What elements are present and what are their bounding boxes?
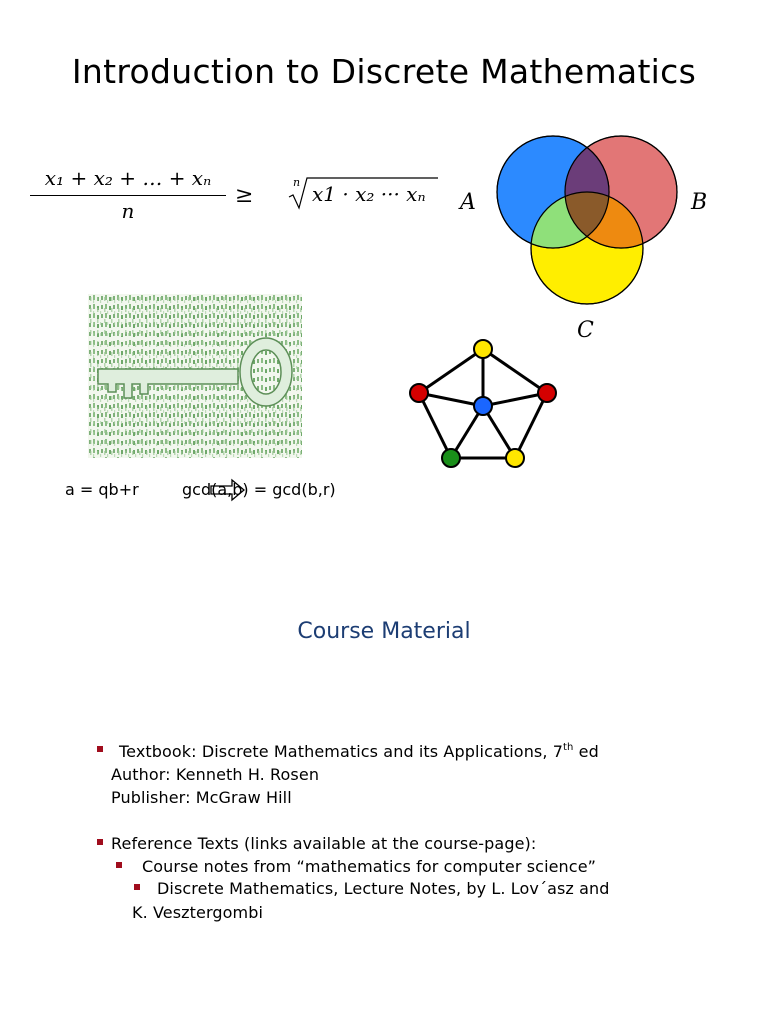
gcd-statement bbox=[65, 478, 385, 502]
graph-node-bottom-right bbox=[506, 449, 524, 467]
bullet-icon bbox=[134, 884, 140, 890]
key-icon bbox=[88, 294, 302, 458]
bullet-icon bbox=[97, 746, 103, 752]
edition-suffix: ed bbox=[573, 742, 599, 761]
amgm-formula bbox=[30, 165, 426, 230]
reference-item-course-notes: Course notes from “mathematics for computer science” bbox=[142, 857, 597, 876]
formula-numerator: x₁ + x₂ + … + xₙ bbox=[44, 166, 212, 190]
section-heading-text: Course Material bbox=[297, 619, 471, 644]
graph-coloring-diagram bbox=[400, 335, 570, 470]
graph-node-right bbox=[538, 384, 556, 402]
graph-edge bbox=[419, 349, 483, 393]
slide-title: Introduction to Discrete Mathematics bbox=[71, 52, 697, 91]
textbook-title: Textbook: Discrete Mathematics and its Applications, 7 bbox=[119, 742, 564, 761]
bullet-icon bbox=[116, 862, 122, 868]
edition-superscript: th bbox=[563, 742, 574, 753]
reference-texts: Reference Texts (links available at the course-page): bbox=[111, 834, 537, 853]
key-illustration bbox=[88, 294, 302, 458]
graph-edge bbox=[515, 393, 547, 458]
root-index: n bbox=[293, 176, 301, 189]
graph-node-left bbox=[410, 384, 428, 402]
section-heading bbox=[0, 619, 768, 644]
venn-label-a: A bbox=[460, 190, 476, 215]
venn-label-c: C bbox=[577, 318, 594, 343]
textbook-line bbox=[119, 742, 599, 761]
fraction-bar bbox=[30, 195, 226, 196]
graph-node-bottom-left bbox=[442, 449, 460, 467]
bullet-icon bbox=[97, 839, 103, 845]
graph-svg bbox=[400, 335, 570, 470]
formula-relation: ≥ bbox=[235, 183, 254, 208]
textbook-publisher: Publisher: McGraw Hill bbox=[111, 788, 292, 807]
venn-label-b: B bbox=[691, 190, 708, 215]
formula-fraction bbox=[30, 165, 226, 223]
gcd-right-text: gcd(a,b) = gcd(b,r) bbox=[182, 480, 336, 499]
gcd-left-text: a = qb+r bbox=[65, 480, 139, 499]
graph-edge bbox=[483, 349, 547, 393]
formula-radicand: x1 · x₂ ··· xₙ bbox=[312, 182, 426, 206]
venn-diagram bbox=[440, 130, 740, 355]
textbook-author: Author: Kenneth H. Rosen bbox=[111, 765, 320, 784]
graph-node-top bbox=[474, 340, 492, 358]
graph-edge bbox=[419, 393, 451, 458]
reference-item-lecture-notes-cont: K. Vesztergombi bbox=[132, 903, 263, 922]
graph-node-center bbox=[474, 397, 492, 415]
reference-item-lecture-notes: Discrete Mathematics, Lecture Notes, by L. Lov´asz and bbox=[157, 879, 610, 898]
formula-denominator: n bbox=[121, 199, 135, 223]
